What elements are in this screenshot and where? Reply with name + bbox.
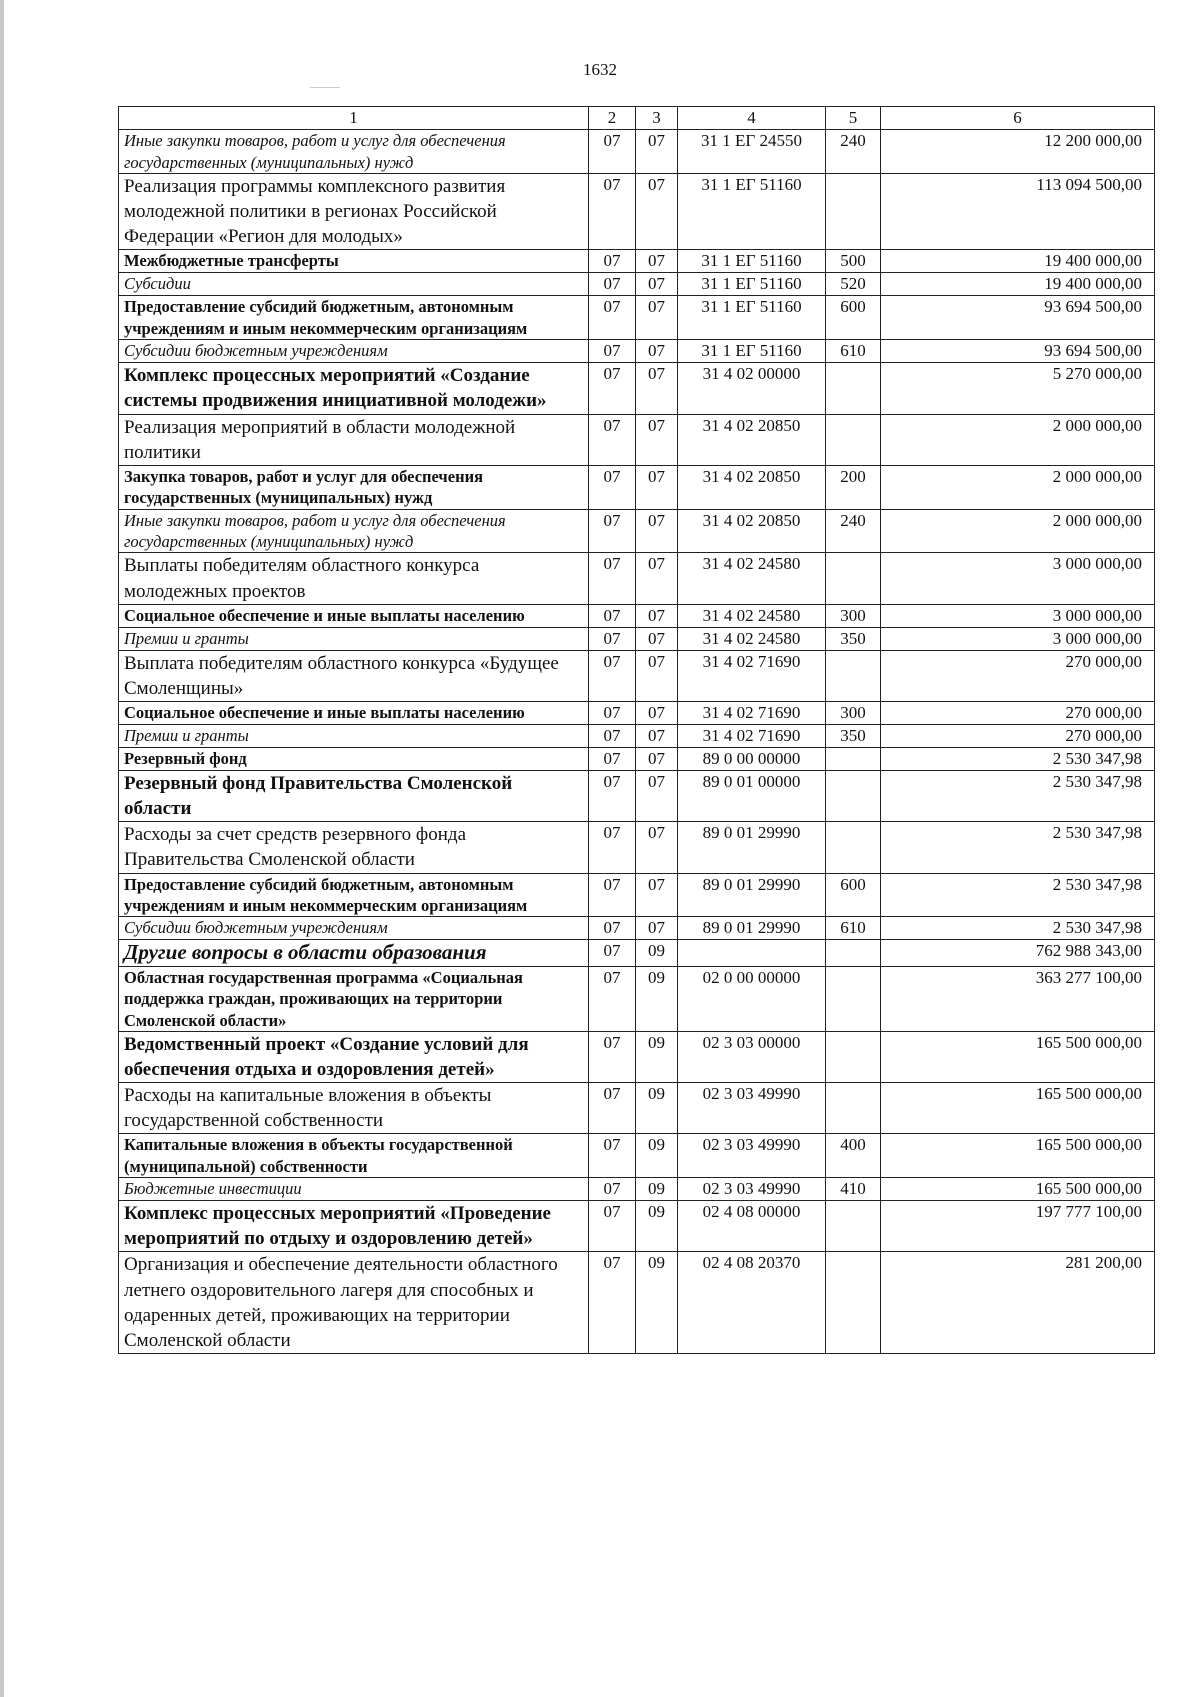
table-row — [119, 940, 1155, 966]
row-section-code: 07 — [589, 130, 636, 174]
row-subsection-code: 09 — [636, 1252, 678, 1353]
row-section-code: 07 — [589, 340, 636, 363]
row-section-code: 07 — [589, 701, 636, 724]
row-section-code: 07 — [589, 966, 636, 1031]
row-amount: 281 200,00 — [881, 1252, 1155, 1353]
row-name: Областная государственная программа «Социальная поддержка граждан, проживающих на территории Смоленской области» — [119, 966, 589, 1031]
table-row — [119, 627, 1155, 650]
row-amount: 93 694 500,00 — [881, 296, 1155, 340]
row-name: Капитальные вложения в объекты государственной (муниципальной) собственности — [119, 1134, 589, 1178]
row-subsection-code: 07 — [636, 822, 678, 873]
row-target-article: 02 3 03 49990 — [678, 1083, 826, 1134]
row-amount: 762 988 343,00 — [881, 940, 1155, 966]
row-amount: 165 500 000,00 — [881, 1178, 1155, 1201]
row-section-code: 07 — [589, 650, 636, 701]
row-subsection-code: 07 — [636, 725, 678, 748]
row-subsection-code: 07 — [636, 553, 678, 604]
row-expense-type: 240 — [826, 130, 881, 174]
row-subsection-code: 09 — [636, 1031, 678, 1082]
row-amount: 2 530 347,98 — [881, 917, 1155, 940]
table-row — [119, 273, 1155, 296]
table-row — [119, 250, 1155, 273]
row-subsection-code: 09 — [636, 1201, 678, 1252]
row-target-article: 02 4 08 20370 — [678, 1252, 826, 1353]
row-section-code: 07 — [589, 748, 636, 771]
row-amount: 2 530 347,98 — [881, 748, 1155, 771]
table-row — [119, 725, 1155, 748]
row-section-code: 07 — [589, 771, 636, 822]
row-section-code: 07 — [589, 273, 636, 296]
row-subsection-code: 07 — [636, 748, 678, 771]
page-mark — [310, 87, 340, 88]
row-name: Закупка товаров, работ и услуг для обеспечения государственных (муниципальных) нужд — [119, 465, 589, 509]
row-name: Премии и гранты — [119, 627, 589, 650]
row-section-code: 07 — [589, 414, 636, 465]
row-target-article: 02 3 03 49990 — [678, 1178, 826, 1201]
header-cell: 2 — [589, 107, 636, 130]
row-expense-type — [826, 553, 881, 604]
header-cell: 6 — [881, 107, 1155, 130]
row-name: Резервный фонд — [119, 748, 589, 771]
header-cell: 3 — [636, 107, 678, 130]
row-target-article: 31 4 02 20850 — [678, 509, 826, 553]
row-target-article: 31 1 ЕГ 51160 — [678, 273, 826, 296]
row-expense-type — [826, 650, 881, 701]
row-name: Другие вопросы в области образования — [119, 940, 589, 966]
row-section-code: 07 — [589, 1178, 636, 1201]
row-amount: 2 000 000,00 — [881, 414, 1155, 465]
row-name: Социальное обеспечение и иные выплаты населению — [119, 604, 589, 627]
row-subsection-code: 07 — [636, 771, 678, 822]
row-section-code: 07 — [589, 1201, 636, 1252]
row-expense-type: 520 — [826, 273, 881, 296]
row-subsection-code: 09 — [636, 1083, 678, 1134]
table-row — [119, 509, 1155, 553]
row-subsection-code: 09 — [636, 1134, 678, 1178]
row-target-article: 02 4 08 00000 — [678, 1201, 826, 1252]
row-expense-type: 350 — [826, 627, 881, 650]
row-subsection-code: 09 — [636, 966, 678, 1031]
row-amount: 3 000 000,00 — [881, 604, 1155, 627]
table-row — [119, 130, 1155, 174]
row-amount: 270 000,00 — [881, 701, 1155, 724]
row-target-article: 31 1 ЕГ 51160 — [678, 340, 826, 363]
row-section-code: 07 — [589, 725, 636, 748]
row-name: Реализация мероприятий в области молодежной политики — [119, 414, 589, 465]
table-row — [119, 604, 1155, 627]
row-subsection-code: 07 — [636, 273, 678, 296]
row-expense-type: 600 — [826, 296, 881, 340]
row-subsection-code: 07 — [636, 130, 678, 174]
row-section-code: 07 — [589, 604, 636, 627]
row-target-article: 89 0 01 29990 — [678, 917, 826, 940]
row-target-article: 89 0 01 29990 — [678, 822, 826, 873]
row-expense-type: 610 — [826, 340, 881, 363]
row-target-article: 89 0 01 00000 — [678, 771, 826, 822]
row-expense-type — [826, 363, 881, 414]
row-amount: 165 500 000,00 — [881, 1083, 1155, 1134]
row-amount: 2 530 347,98 — [881, 771, 1155, 822]
row-amount: 113 094 500,00 — [881, 173, 1155, 249]
row-subsection-code: 07 — [636, 509, 678, 553]
row-amount: 2 000 000,00 — [881, 509, 1155, 553]
row-name: Выплаты победителям областного конкурса молодежных проектов — [119, 553, 589, 604]
row-name: Субсидии — [119, 273, 589, 296]
row-target-article: 31 4 02 20850 — [678, 465, 826, 509]
row-section-code: 07 — [589, 1134, 636, 1178]
row-section-code: 07 — [589, 873, 636, 917]
row-subsection-code: 07 — [636, 465, 678, 509]
row-amount: 2 530 347,98 — [881, 822, 1155, 873]
row-target-article: 31 4 02 71690 — [678, 650, 826, 701]
row-expense-type — [826, 1201, 881, 1252]
row-name: Предоставление субсидий бюджетным, автономным учреждениям и иным некоммерческим организациям — [119, 873, 589, 917]
row-name: Предоставление субсидий бюджетным, автономным учреждениям и иным некоммерческим организациям — [119, 296, 589, 340]
row-amount: 165 500 000,00 — [881, 1134, 1155, 1178]
row-expense-type: 350 — [826, 725, 881, 748]
row-target-article: 31 4 02 20850 — [678, 414, 826, 465]
row-expense-type — [826, 1252, 881, 1353]
row-expense-type — [826, 414, 881, 465]
row-subsection-code: 07 — [636, 414, 678, 465]
table-row — [119, 771, 1155, 822]
row-target-article: 31 4 02 24580 — [678, 553, 826, 604]
row-name: Расходы за счет средств резервного фонда Правительства Смоленской области — [119, 822, 589, 873]
row-subsection-code: 07 — [636, 173, 678, 249]
row-amount: 12 200 000,00 — [881, 130, 1155, 174]
table-row — [119, 363, 1155, 414]
row-subsection-code: 07 — [636, 701, 678, 724]
table-header-row — [119, 107, 1155, 130]
row-name: Резервный фонд Правительства Смоленской области — [119, 771, 589, 822]
table-row — [119, 748, 1155, 771]
row-target-article: 31 1 ЕГ 24550 — [678, 130, 826, 174]
row-expense-type: 410 — [826, 1178, 881, 1201]
row-expense-type: 300 — [826, 604, 881, 627]
row-subsection-code: 07 — [636, 650, 678, 701]
row-name: Иные закупки товаров, работ и услуг для обеспечения государственных (муниципальных) нужд — [119, 509, 589, 553]
row-name: Комплекс процессных мероприятий «Проведение мероприятий по отдыху и оздоровлению детей» — [119, 1201, 589, 1252]
row-name: Расходы на капитальные вложения в объекты государственной собственности — [119, 1083, 589, 1134]
table-row — [119, 340, 1155, 363]
row-target-article: 02 0 00 00000 — [678, 966, 826, 1031]
row-name: Субсидии бюджетным учреждениям — [119, 340, 589, 363]
row-section-code: 07 — [589, 173, 636, 249]
table-row — [119, 1201, 1155, 1252]
row-subsection-code: 07 — [636, 250, 678, 273]
row-expense-type — [826, 1083, 881, 1134]
header-cell: 4 — [678, 107, 826, 130]
row-name: Реализация программы комплексного развития молодежной политики в регионах Российской Федерации «Регион для молодых» — [119, 173, 589, 249]
table-row — [119, 966, 1155, 1031]
row-expense-type: 600 — [826, 873, 881, 917]
table-row — [119, 465, 1155, 509]
budget-table — [118, 106, 1155, 1354]
row-amount: 197 777 100,00 — [881, 1201, 1155, 1252]
row-expense-type: 400 — [826, 1134, 881, 1178]
row-subsection-code: 07 — [636, 340, 678, 363]
table-body — [119, 130, 1155, 1354]
page-number: 1632 — [583, 60, 617, 79]
row-name: Выплата победителям областного конкурса «Будущее Смоленщины» — [119, 650, 589, 701]
row-target-article: 31 4 02 24580 — [678, 627, 826, 650]
row-expense-type: 500 — [826, 250, 881, 273]
row-expense-type — [826, 822, 881, 873]
row-section-code: 07 — [589, 363, 636, 414]
row-expense-type — [826, 748, 881, 771]
row-name: Организация и обеспечение деятельности областного летнего оздоровительного лагеря для способных и одаренных детей, проживающих на территории Смоленской области — [119, 1252, 589, 1353]
row-name: Межбюджетные трансферты — [119, 250, 589, 273]
row-subsection-code: 07 — [636, 627, 678, 650]
table-row — [119, 296, 1155, 340]
row-target-article: 31 1 ЕГ 51160 — [678, 250, 826, 273]
table-row — [119, 173, 1155, 249]
row-amount: 5 270 000,00 — [881, 363, 1155, 414]
row-amount: 2 000 000,00 — [881, 465, 1155, 509]
row-subsection-code: 07 — [636, 296, 678, 340]
row-amount: 270 000,00 — [881, 650, 1155, 701]
table-row — [119, 1031, 1155, 1082]
table-row — [119, 1083, 1155, 1134]
row-section-code: 07 — [589, 1252, 636, 1353]
row-section-code: 07 — [589, 627, 636, 650]
table-row — [119, 414, 1155, 465]
row-amount: 93 694 500,00 — [881, 340, 1155, 363]
table-row — [119, 650, 1155, 701]
scan-edge — [0, 0, 4, 1697]
table-row — [119, 917, 1155, 940]
row-name: Комплекс процессных мероприятий «Создание системы продвижения инициативной молодежи» — [119, 363, 589, 414]
row-expense-type: 610 — [826, 917, 881, 940]
row-subsection-code: 07 — [636, 604, 678, 627]
table-row — [119, 553, 1155, 604]
row-amount: 165 500 000,00 — [881, 1031, 1155, 1082]
row-subsection-code: 07 — [636, 873, 678, 917]
table-row — [119, 1178, 1155, 1201]
row-target-article: 31 4 02 71690 — [678, 701, 826, 724]
row-target-article: 31 4 02 71690 — [678, 725, 826, 748]
row-expense-type — [826, 966, 881, 1031]
row-target-article: 31 4 02 00000 — [678, 363, 826, 414]
row-target-article: 89 0 00 00000 — [678, 748, 826, 771]
row-section-code: 07 — [589, 465, 636, 509]
row-target-article: 02 3 03 49990 — [678, 1134, 826, 1178]
row-name: Ведомственный проект «Создание условий для обеспечения отдыха и оздоровления детей» — [119, 1031, 589, 1082]
row-amount: 19 400 000,00 — [881, 273, 1155, 296]
table-row — [119, 701, 1155, 724]
row-subsection-code: 07 — [636, 917, 678, 940]
row-target-article: 31 1 ЕГ 51160 — [678, 173, 826, 249]
row-expense-type — [826, 1031, 881, 1082]
row-expense-type — [826, 173, 881, 249]
row-target-article: 31 4 02 24580 — [678, 604, 826, 627]
row-expense-type — [826, 940, 881, 966]
table-row — [119, 822, 1155, 873]
table-row — [119, 1134, 1155, 1178]
row-expense-type — [826, 771, 881, 822]
row-amount: 19 400 000,00 — [881, 250, 1155, 273]
row-section-code: 07 — [589, 940, 636, 966]
row-subsection-code: 09 — [636, 940, 678, 966]
row-target-article: 02 3 03 00000 — [678, 1031, 826, 1082]
row-expense-type: 300 — [826, 701, 881, 724]
row-amount: 3 000 000,00 — [881, 627, 1155, 650]
row-amount: 270 000,00 — [881, 725, 1155, 748]
row-section-code: 07 — [589, 250, 636, 273]
row-expense-type: 240 — [826, 509, 881, 553]
row-section-code: 07 — [589, 553, 636, 604]
row-section-code: 07 — [589, 1031, 636, 1082]
header-cell: 5 — [826, 107, 881, 130]
row-name: Субсидии бюджетным учреждениям — [119, 917, 589, 940]
row-expense-type: 200 — [826, 465, 881, 509]
row-name: Премии и гранты — [119, 725, 589, 748]
row-section-code: 07 — [589, 296, 636, 340]
header-cell: 1 — [119, 107, 589, 130]
table-row — [119, 873, 1155, 917]
row-section-code: 07 — [589, 509, 636, 553]
row-amount: 3 000 000,00 — [881, 553, 1155, 604]
row-amount: 363 277 100,00 — [881, 966, 1155, 1031]
row-section-code: 07 — [589, 917, 636, 940]
row-target-article: 31 1 ЕГ 51160 — [678, 296, 826, 340]
table-row — [119, 1252, 1155, 1353]
row-name: Социальное обеспечение и иные выплаты населению — [119, 701, 589, 724]
row-amount: 2 530 347,98 — [881, 873, 1155, 917]
row-subsection-code: 09 — [636, 1178, 678, 1201]
row-target-article: 89 0 01 29990 — [678, 873, 826, 917]
row-name: Бюджетные инвестиции — [119, 1178, 589, 1201]
row-name: Иные закупки товаров, работ и услуг для обеспечения государственных (муниципальных) нужд — [119, 130, 589, 174]
row-section-code: 07 — [589, 1083, 636, 1134]
row-target-article — [678, 940, 826, 966]
row-section-code: 07 — [589, 822, 636, 873]
row-subsection-code: 07 — [636, 363, 678, 414]
